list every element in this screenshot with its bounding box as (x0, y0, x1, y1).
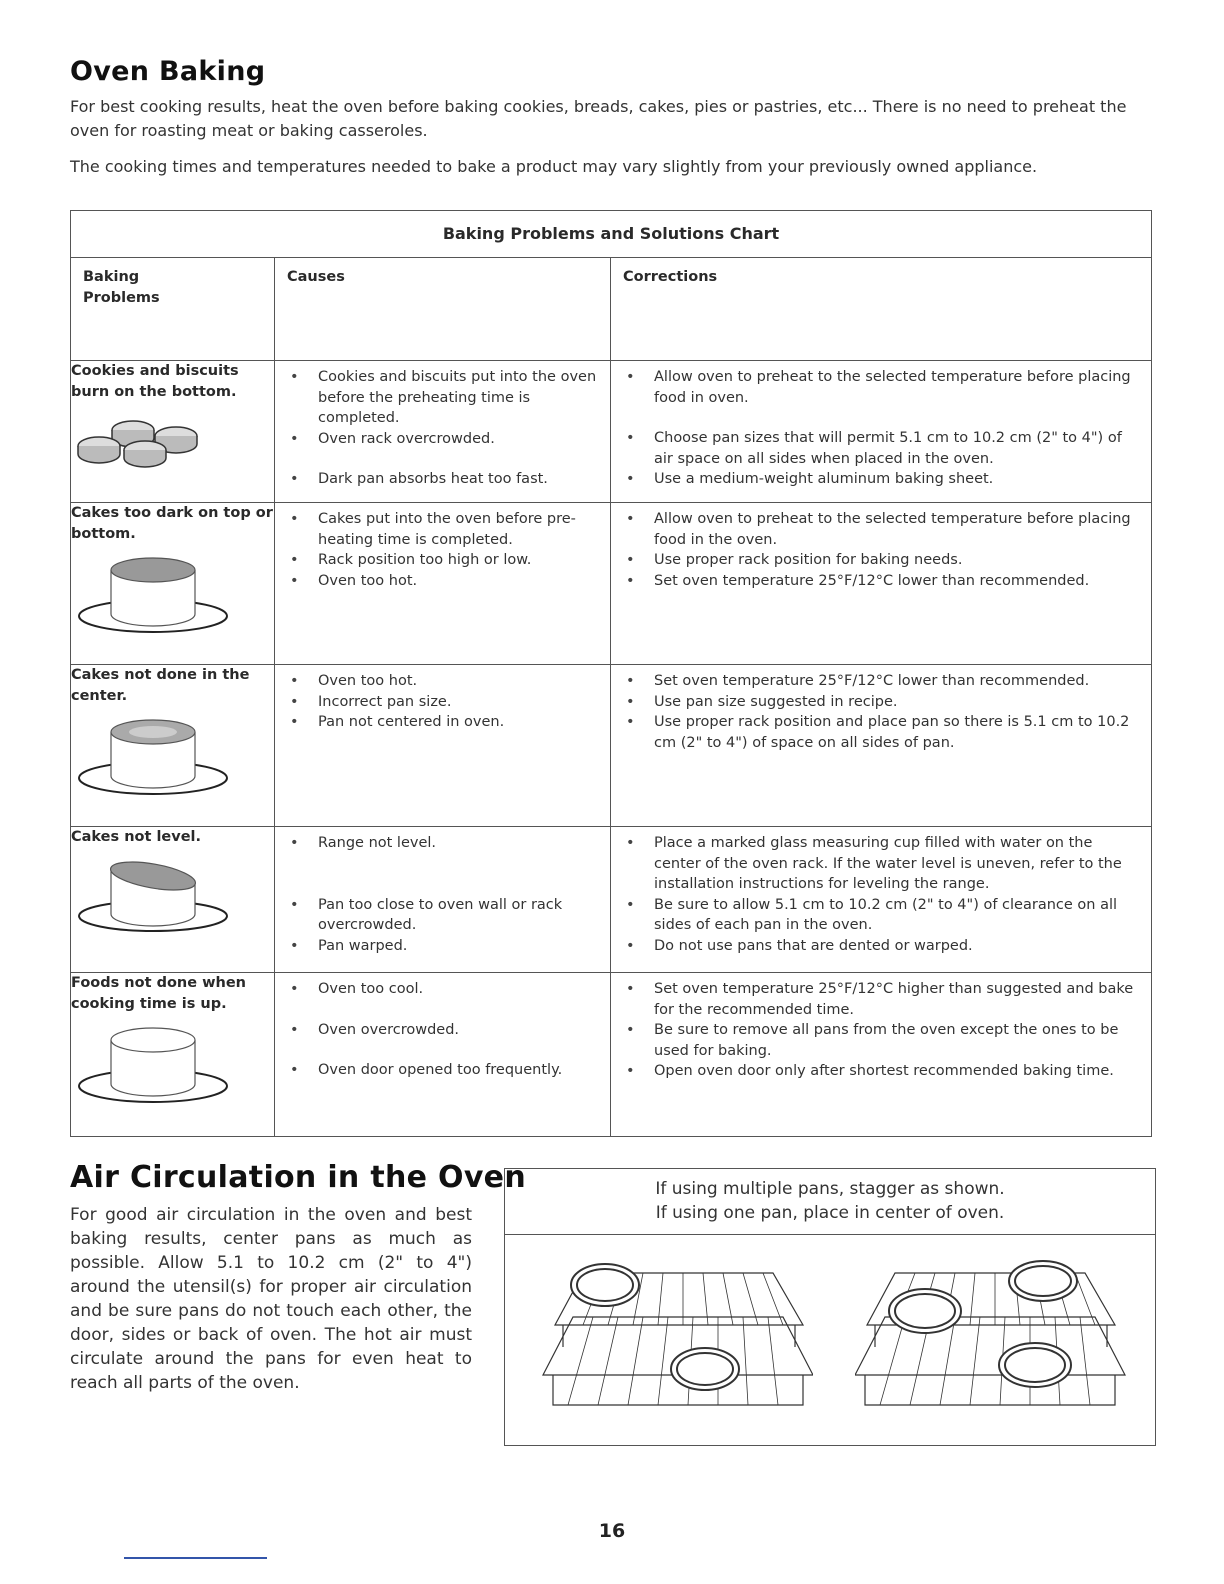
cause-item: • Oven too hot. (290, 671, 600, 692)
staggered-pans-rack-left (533, 1255, 813, 1425)
cause-item: • Rack position too high or low. (290, 550, 600, 571)
correction-item: • Use pan size suggested in recipe. (626, 692, 1141, 713)
chart-title: Baking Problems and Solutions Chart (71, 211, 1152, 258)
cause-item: • Cookies and biscuits put into the oven before the preheating time is completed. (290, 367, 600, 429)
staggered-pans-rack-right (855, 1255, 1135, 1425)
tilted-cake-illustration (71, 856, 241, 936)
header-causes: Causes (287, 269, 345, 285)
cause-item: • Oven too cool. (290, 979, 600, 1000)
page-number: 16 (598, 1520, 626, 1542)
cake-illustration (71, 552, 241, 636)
cause-item: • Range not level. (290, 833, 600, 854)
diagram-caption-single: If using one pan, place in center of oven. (655, 1203, 1005, 1223)
table-row (71, 503, 1152, 665)
cause-item: • Oven door opened too frequently. (290, 1060, 600, 1081)
cause-item: • Pan warped. (290, 936, 600, 957)
correction-item: • Allow oven to preheat to the selected temperature before placing food in oven. (626, 367, 1141, 408)
correction-item: • Be sure to remove all pans from the oven except the ones to be used for baking. (626, 1020, 1141, 1061)
problem-label: Foods not done when cooking time is up. (71, 975, 246, 1012)
correction-item: • Allow oven to preheat to the selected temperature before placing food in the oven. (626, 509, 1141, 550)
cause-item: • Pan not centered in oven. (290, 712, 600, 733)
cause-item: • Oven rack overcrowded. (290, 429, 600, 450)
oven-baking-note: The cooking times and temperatures needed to bake a product may vary slightly from your previously owned appliance. (70, 157, 1038, 176)
footer-rule (124, 1557, 267, 1559)
correction-item: • Place a marked glass measuring cup filled with water on the center of the oven rack. If the water level is uneven, refer to the installation instructions for leveling the range. (626, 833, 1141, 895)
air-circulation-title: Air Circulation in the Oven (70, 1160, 526, 1195)
problem-label: Cakes not done in the center. (71, 667, 250, 704)
problem-label: Cookies and biscuits burn on the bottom. (71, 363, 239, 400)
cause-item: • Cakes put into the oven before pre-heating time is completed. (290, 509, 600, 550)
cause-item: • Oven overcrowded. (290, 1020, 600, 1041)
correction-item: • Choose pan sizes that will permit 5.1 cm to 10.2 cm (2" to 4") of air space on all sides when placed in the oven. (626, 428, 1141, 469)
header-corrections: Corrections (623, 269, 718, 285)
correction-item: • Set oven temperature 25°F/12°C higher than suggested and bake for the recommended time. (626, 979, 1141, 1020)
correction-item: • Set oven temperature 25°F/12°C lower than recommended. (626, 571, 1141, 592)
cake-illustration (71, 1022, 241, 1106)
correction-item: • Use a medium-weight aluminum baking sheet. (626, 469, 1141, 490)
oven-baking-intro: For best cooking results, heat the oven before baking cookies, breads, cakes, pies or pastries, etc... There is no need to preheat the oven for roasting meat or baking casseroles. (70, 97, 1127, 140)
cause-item: • Oven too hot. (290, 571, 600, 592)
rack-diagram-box (504, 1168, 1156, 1446)
cake-illustration (71, 714, 241, 798)
air-circulation-text: For good air circulation in the oven and best baking results, center pans as much as possible. Allow 5.1 to 10.2 cm (2" to 4") around the utensil(s) for proper air circulation and be sure pans do not touch each other, the door, sides or back of oven. The hot air must circulate around the pans for even heat to reach all parts of the oven. (70, 1205, 472, 1393)
correction-item: • Set oven temperature 25°F/12°C lower than recommended. (626, 671, 1141, 692)
correction-item: • Use proper rack position and place pan so there is 5.1 cm to 10.2 cm (2" to 4") of space on all sides of pan. (626, 712, 1141, 753)
correction-item: • Open oven door only after shortest recommended baking time. (626, 1061, 1141, 1082)
diagram-caption-multiple: If using multiple pans, stagger as shown. (655, 1179, 1005, 1199)
correction-item: • Be sure to allow 5.1 cm to 10.2 cm (2" to 4") of clearance on all sides of each pan in the oven. (626, 895, 1141, 936)
table-row (71, 361, 1152, 503)
diagram-caption (505, 1169, 1155, 1235)
correction-item: • Use proper rack position for baking needs. (626, 550, 1141, 571)
table-row (71, 973, 1152, 1137)
header-problems: Baking Problems (83, 269, 160, 306)
baking-problems-chart (70, 210, 1152, 1137)
correction-item: • Do not use pans that are dented or warped. (626, 936, 1141, 957)
table-row (71, 665, 1152, 827)
cause-item: • Pan too close to oven wall or rack overcrowded. (290, 895, 600, 936)
oven-baking-title: Oven Baking (70, 56, 266, 87)
table-row (71, 827, 1152, 973)
cookies-illustration (71, 410, 211, 476)
problem-label: Cakes too dark on top or bottom. (71, 505, 273, 542)
problem-label: Cakes not level. (71, 829, 202, 845)
cause-item: • Incorrect pan size. (290, 692, 600, 713)
cause-item: • Dark pan absorbs heat too fast. (290, 469, 600, 490)
